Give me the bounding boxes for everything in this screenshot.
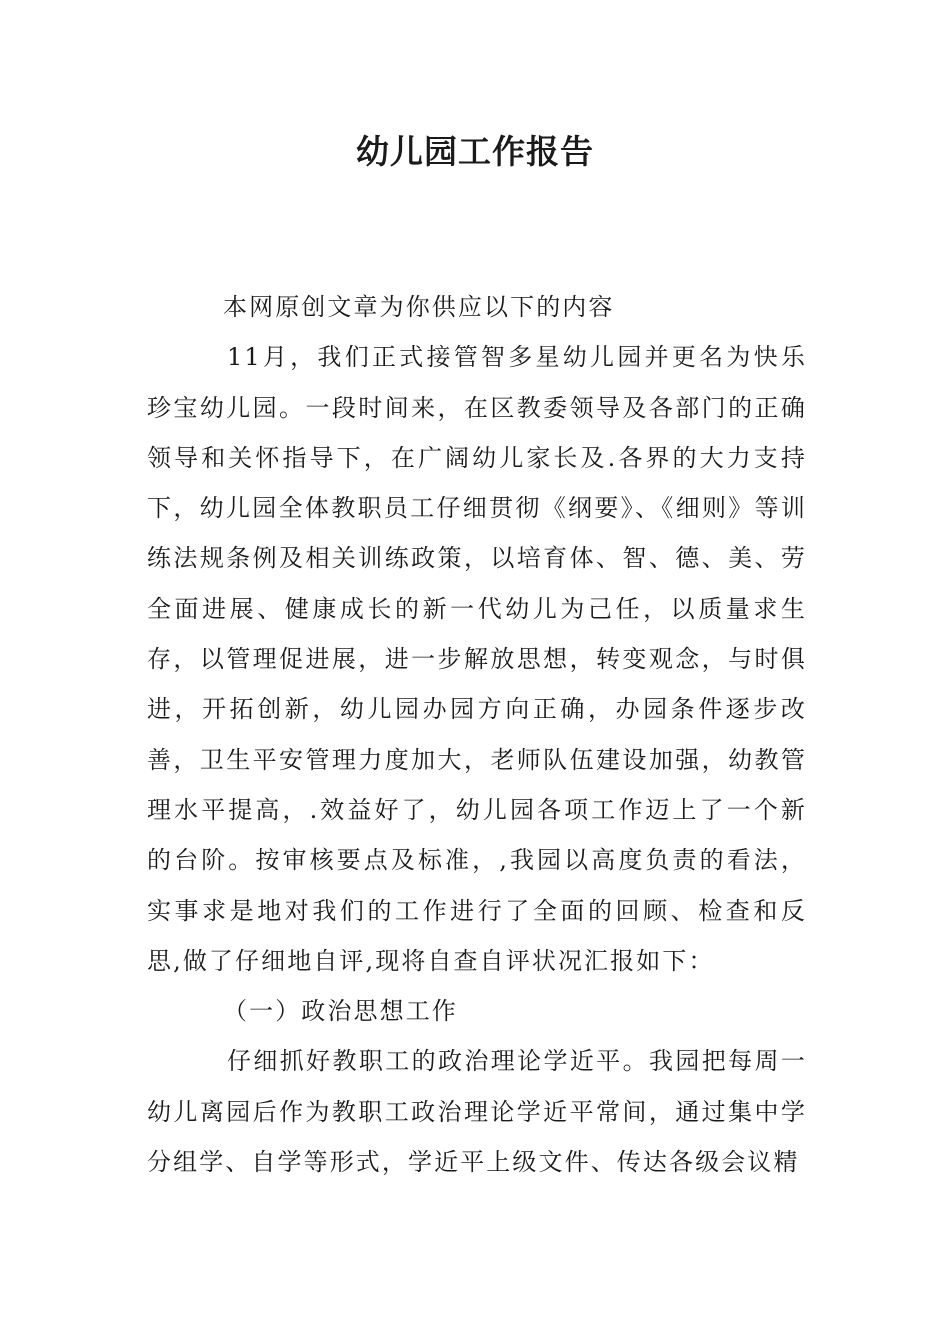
section-heading-political-work: （一）政治思想工作 xyxy=(223,997,458,1026)
paragraph-summary: 11月，我们正式接管智多星幼儿园并更名为快乐珍宝幼儿园。一段时间来，在区教委领导及各部门的正确领导和关怀指导下，在广阔幼儿家长及.各界的大力支持下，幼儿园全体教职员工仔细贯彻《纲要》、《细则》等训练法规条例及相关训练政策，以培育体、智、德、美、劳全面进展、健康成长的新一代幼儿为己任，以质量求生存，以管理促进展，进一步解放思想，转变观念，与时俱进，开拓创新，幼儿园办园方向正确，办园条件逐步改善，卫生平安管理力度加大，老师队伍建设加强，幼教管理水平提高，.效益好了，幼儿园各项工作迈上了一个新的台阶。按审核要点及标准，,我园以高度负责的看法，实事求是地对我们的工作进行了全面的回顾、检查和反思,做了仔细地自评,现将自查自评状况汇报如下： xyxy=(147,343,807,975)
document-body xyxy=(147,282,807,1187)
paragraph-political-study: 仔细抓好教职工的政治理论学近平。我园把每周一幼儿离园后作为教职工政治理论学近平常间，通过集中学分组学、自学等形式，学近平上级文件、传达各级会议精 xyxy=(147,1047,807,1177)
paragraph-intro: 本网原创文章为你供应以下的内容 xyxy=(223,293,615,321)
document-title: 幼儿园工作报告 xyxy=(356,132,594,171)
